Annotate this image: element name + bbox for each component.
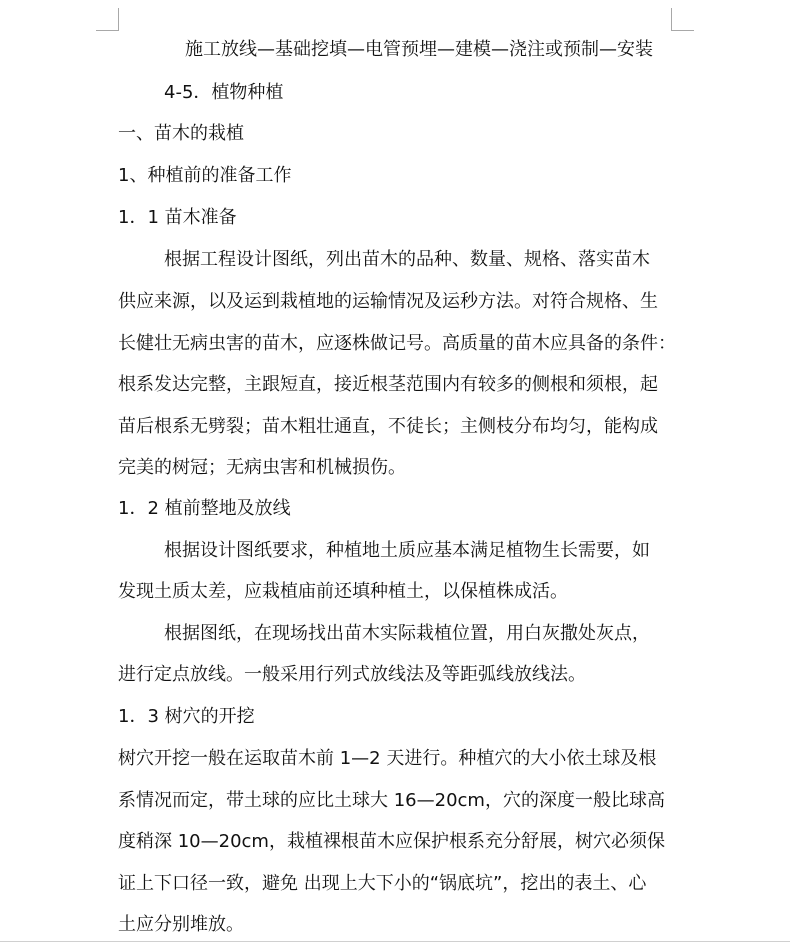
paragraph-line: 证上下口径一致，避免 出现上大下小的“锅底坑”，挖出的表土、心 <box>118 873 647 894</box>
heading-level-1: 一、苗木的栽植 <box>118 123 244 144</box>
paragraph-line: 根据设计图纸要求，种植地土质应基本满足植物生长需要，如 <box>164 540 650 561</box>
subsection-title: 1．1 苗木准备 <box>118 207 237 228</box>
paragraph-line: 度稍深 10—20cm，栽植裸根苗木应保护根系充分舒展，树穴必须保 <box>118 831 665 852</box>
page-corner-mark-top-right <box>671 8 694 31</box>
process-flow-line: 施工放线—基础挖填—电管预埋—建模—浇注或预制—安装 <box>185 39 653 60</box>
subsection-title: 1．3 树穴的开挖 <box>118 706 255 727</box>
page-bottom-divider <box>0 941 790 942</box>
paragraph-line: 苗后根系无劈裂；苗木粗壮通直，不徒长；主侧枝分布均匀，能构成 <box>118 416 658 437</box>
paragraph-line: 土应分别堆放。 <box>118 914 244 935</box>
paragraph-line: 发现土质太差，应栽植庙前还填种植土，以保植株成活。 <box>118 581 568 602</box>
paragraph-line: 树穴开挖一般在运取苗木前 1—2 天进行。种植穴的大小依土球及根 <box>118 748 657 769</box>
heading-level-2: 1、种植前的准备工作 <box>118 165 292 186</box>
paragraph-line: 供应来源，以及运到栽植地的运输情况及运秒方法。对符合规格、生 <box>118 291 658 312</box>
paragraph-line: 进行定点放线。一般采用行列式放线法及等距弧线放线法。 <box>118 664 586 685</box>
paragraph-line: 根据图纸，在现场找出苗木实际栽植位置，用白灰撒处灰点， <box>164 623 650 644</box>
paragraph-line: 完美的树冠；无病虫害和机械损伤。 <box>118 457 406 478</box>
section-title: 4-5．植物种植 <box>164 82 284 103</box>
paragraph-line: 根据工程设计图纸，列出苗木的品种、数量、规格、落实苗木 <box>164 249 650 270</box>
paragraph-line: 系情况而定，带土球的应比土球大 16—20cm，穴的深度一般比球高 <box>118 790 665 811</box>
page-corner-mark-top-left <box>96 8 119 31</box>
paragraph-line: 长健壮无病虫害的苗木，应逐株做记号。高质量的苗木应具备的条件： <box>118 333 676 354</box>
paragraph-line: 根系发达完整，主跟短直，接近根茎范围内有较多的侧根和须根，起 <box>118 374 658 395</box>
subsection-title: 1．2 植前整地及放线 <box>118 498 291 519</box>
